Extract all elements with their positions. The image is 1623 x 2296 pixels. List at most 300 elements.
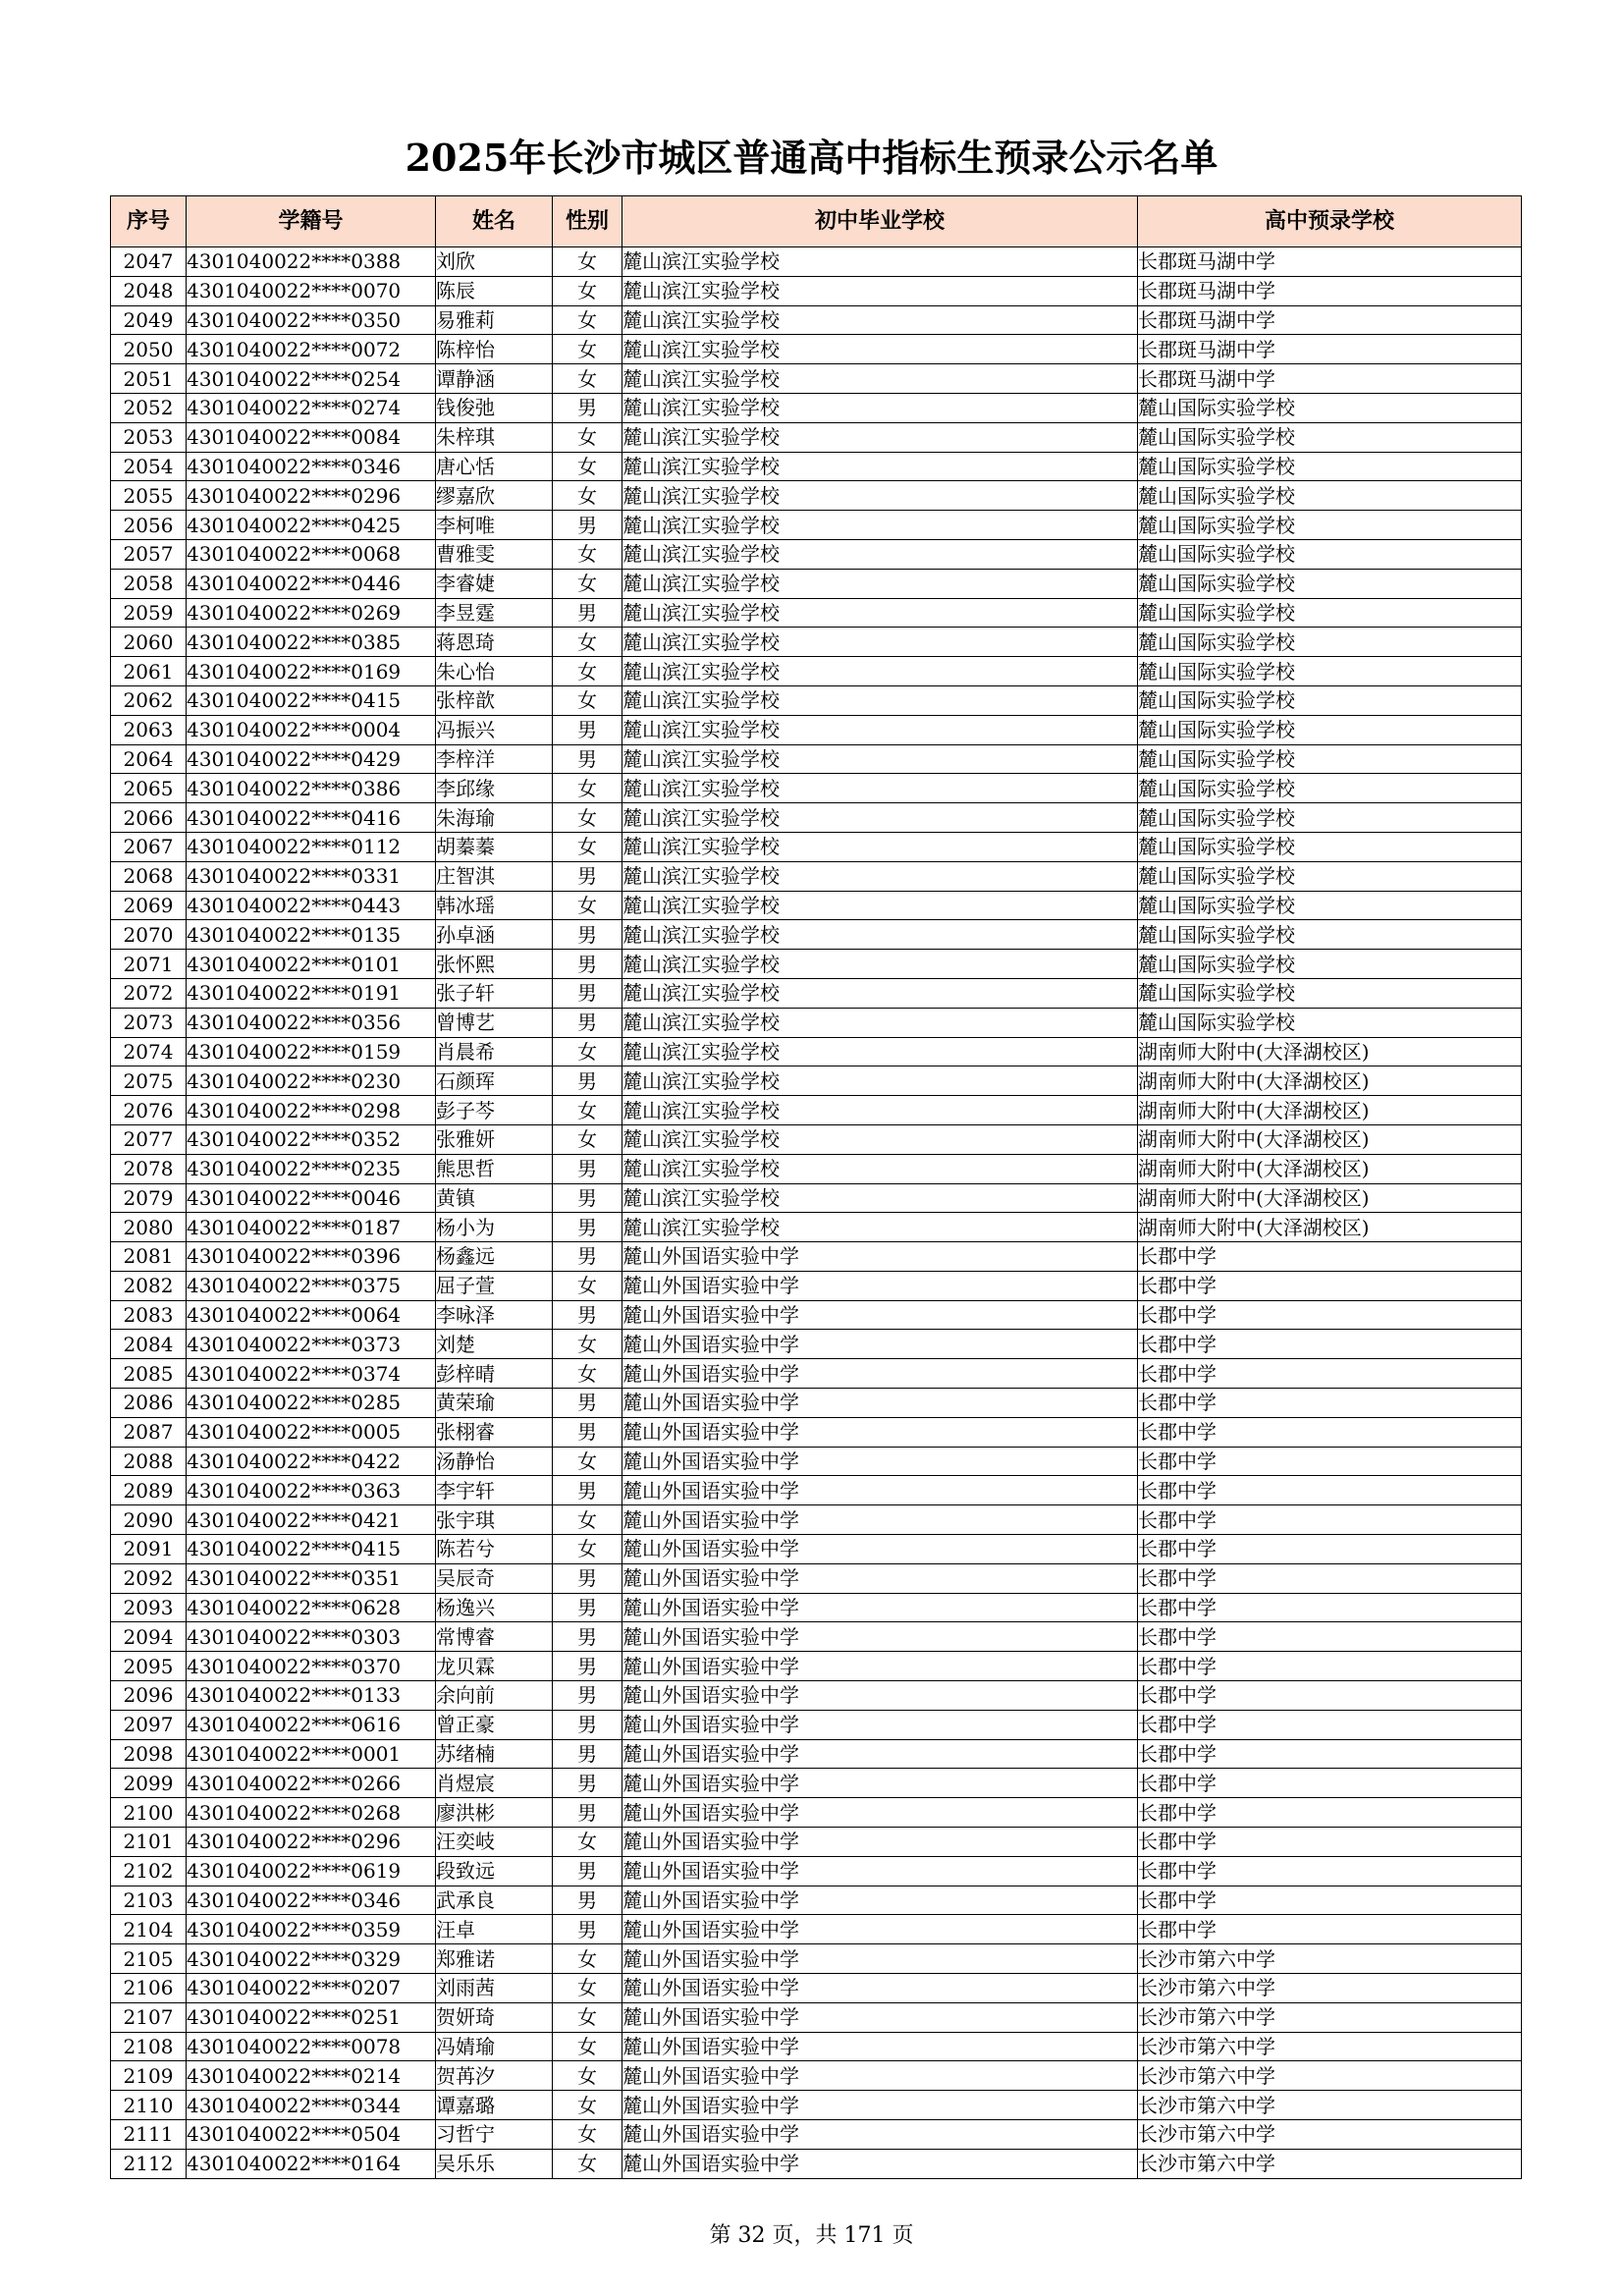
table-row (111, 2149, 1522, 2178)
student-name-cell: 刘雨茜 (436, 1974, 553, 2003)
table-row (111, 1271, 1522, 1300)
senior-school-cell: 长郡中学 (1138, 1622, 1522, 1652)
junior-school-cell: 麓山滨江实验学校 (622, 628, 1138, 657)
page-title: 2025年长沙市城区普通高中指标生预录公示名单 (405, 136, 1218, 180)
student-name-cell: 熊思哲 (436, 1154, 553, 1183)
student-name-cell: 孙卓涵 (436, 920, 553, 950)
senior-school-cell: 麓山国际实验学校 (1138, 452, 1522, 481)
gender-cell: 男 (553, 920, 622, 950)
senior-school-cell: 麓山国际实验学校 (1138, 978, 1522, 1008)
table-row (111, 1944, 1522, 1974)
row-number-cell: 2076 (111, 1096, 187, 1125)
row-number-cell: 2095 (111, 1652, 187, 1681)
student-id-cell: 4301040022****0374 (187, 1359, 436, 1389)
table-row (111, 511, 1522, 540)
senior-school-cell: 麓山国际实验学校 (1138, 598, 1522, 628)
table-row (111, 1739, 1522, 1769)
junior-school-cell: 麓山滨江实验学校 (622, 1154, 1138, 1183)
table-row (111, 657, 1522, 686)
gender-cell: 男 (553, 1242, 622, 1272)
junior-school-cell: 麓山外国语实验中学 (622, 1652, 1138, 1681)
junior-school-cell: 麓山滨江实验学校 (622, 978, 1138, 1008)
table-row (111, 1974, 1522, 2003)
student-name-cell: 冯振兴 (436, 715, 553, 744)
table-row (111, 628, 1522, 657)
student-id-cell: 4301040022****0425 (187, 511, 436, 540)
gender-cell: 男 (553, 861, 622, 891)
row-number-cell: 2072 (111, 978, 187, 1008)
senior-school-cell: 湖南师大附中(大泽湖校区) (1138, 1037, 1522, 1066)
table-row (111, 2061, 1522, 2091)
table-row (111, 1622, 1522, 1652)
row-number-cell: 2049 (111, 305, 187, 335)
senior-school-cell: 麓山国际实验学校 (1138, 481, 1522, 511)
student-name-cell: 杨小为 (436, 1213, 553, 1242)
junior-school-cell: 麓山外国语实验中学 (622, 1828, 1138, 1857)
student-name-cell: 庄智淇 (436, 861, 553, 891)
table-row (111, 481, 1522, 511)
gender-cell: 男 (553, 1915, 622, 1944)
student-name-cell: 段致远 (436, 1856, 553, 1886)
student-id-cell: 4301040022****0068 (187, 539, 436, 569)
gender-cell: 男 (553, 1417, 622, 1447)
student-name-cell: 钱俊弛 (436, 393, 553, 422)
student-name-cell: 唐心恬 (436, 452, 553, 481)
table-row (111, 832, 1522, 861)
junior-school-cell: 麓山外国语实验中学 (622, 1769, 1138, 1798)
student-id-cell: 4301040022****0207 (187, 1974, 436, 2003)
gender-cell: 男 (553, 1300, 622, 1330)
row-number-cell: 2081 (111, 1242, 187, 1272)
student-id-cell: 4301040022****0084 (187, 422, 436, 452)
student-id-cell: 4301040022****0191 (187, 978, 436, 1008)
student-id-cell: 4301040022****0504 (187, 2120, 436, 2150)
senior-school-cell: 麓山国际实验学校 (1138, 715, 1522, 744)
senior-school-cell: 长沙市第六中学 (1138, 2002, 1522, 2032)
gender-cell: 男 (553, 1476, 622, 1505)
junior-school-cell: 麓山外国语实验中学 (622, 1915, 1138, 1944)
row-number-cell: 2047 (111, 247, 187, 277)
table-row (111, 1856, 1522, 1886)
student-id-cell: 4301040022****0214 (187, 2061, 436, 2091)
table-row (111, 1183, 1522, 1213)
junior-school-cell: 麓山滨江实验学校 (622, 1213, 1138, 1242)
gender-cell: 女 (553, 305, 622, 335)
junior-school-cell: 麓山外国语实验中学 (622, 1242, 1138, 1272)
gender-cell: 男 (553, 1856, 622, 1886)
gender-cell: 女 (553, 1271, 622, 1300)
row-number-cell: 2073 (111, 1008, 187, 1037)
row-number-cell: 2056 (111, 511, 187, 540)
row-number-cell: 2051 (111, 364, 187, 394)
table-row (111, 1037, 1522, 1066)
student-name-cell: 缪嘉欣 (436, 481, 553, 511)
student-id-cell: 4301040022****0616 (187, 1710, 436, 1739)
student-name-cell: 曹雅雯 (436, 539, 553, 569)
table-row (111, 744, 1522, 774)
junior-school-cell: 麓山滨江实验学校 (622, 920, 1138, 950)
student-name-cell: 刘楚 (436, 1330, 553, 1359)
gender-cell: 女 (553, 1944, 622, 1974)
student-name-cell: 吴辰奇 (436, 1563, 553, 1593)
row-number-cell: 2062 (111, 685, 187, 715)
row-number-cell: 2110 (111, 2091, 187, 2120)
student-name-cell: 李梓洋 (436, 744, 553, 774)
student-id-cell: 4301040022****0415 (187, 685, 436, 715)
senior-school-cell: 长郡中学 (1138, 1389, 1522, 1418)
senior-school-cell: 麓山国际实验学校 (1138, 832, 1522, 861)
row-number-cell: 2066 (111, 803, 187, 833)
senior-school-cell: 长沙市第六中学 (1138, 2032, 1522, 2061)
student-id-cell: 4301040022****0429 (187, 744, 436, 774)
gender-cell: 女 (553, 891, 622, 920)
gender-cell: 女 (553, 774, 622, 803)
senior-school-cell: 长郡中学 (1138, 1476, 1522, 1505)
student-id-cell: 4301040022****0386 (187, 774, 436, 803)
junior-school-cell: 麓山滨江实验学校 (622, 1183, 1138, 1213)
student-id-cell: 4301040022****0101 (187, 950, 436, 979)
header-row (111, 196, 1522, 247)
junior-school-cell: 麓山滨江实验学校 (622, 598, 1138, 628)
student-name-cell: 黄镇 (436, 1183, 553, 1213)
gender-cell: 男 (553, 1652, 622, 1681)
junior-school-cell: 麓山滨江实验学校 (622, 803, 1138, 833)
student-id-cell: 4301040022****0001 (187, 1739, 436, 1769)
row-number-cell: 2060 (111, 628, 187, 657)
junior-school-cell: 麓山滨江实验学校 (622, 511, 1138, 540)
student-id-cell: 4301040022****0446 (187, 569, 436, 598)
row-number-cell: 2098 (111, 1739, 187, 1769)
row-number-cell: 2054 (111, 452, 187, 481)
senior-school-cell: 麓山国际实验学校 (1138, 569, 1522, 598)
row-number-cell: 2103 (111, 1886, 187, 1915)
table-row (111, 950, 1522, 979)
admission-table (110, 195, 1522, 2179)
student-id-cell: 4301040022****0370 (187, 1652, 436, 1681)
senior-school-cell: 长郡中学 (1138, 1330, 1522, 1359)
student-name-cell: 朱梓琪 (436, 422, 553, 452)
row-number-cell: 2059 (111, 598, 187, 628)
gender-cell: 女 (553, 2061, 622, 2091)
student-name-cell: 曾正豪 (436, 1710, 553, 1739)
junior-school-cell: 麓山滨江实验学校 (622, 744, 1138, 774)
junior-school-cell: 麓山滨江实验学校 (622, 774, 1138, 803)
student-name-cell: 陈辰 (436, 276, 553, 305)
row-number-cell: 2078 (111, 1154, 187, 1183)
senior-school-cell: 长郡中学 (1138, 1563, 1522, 1593)
senior-school-cell: 长郡中学 (1138, 1739, 1522, 1769)
student-id-cell: 4301040022****0350 (187, 305, 436, 335)
gender-cell: 男 (553, 1154, 622, 1183)
student-id-cell: 4301040022****0421 (187, 1505, 436, 1535)
table-row (111, 335, 1522, 364)
table-row (111, 1681, 1522, 1711)
row-number-cell: 2074 (111, 1037, 187, 1066)
row-number-cell: 2070 (111, 920, 187, 950)
student-name-cell: 常博睿 (436, 1622, 553, 1652)
student-id-cell: 4301040022****0619 (187, 1856, 436, 1886)
gender-cell: 男 (553, 1622, 622, 1652)
student-id-cell: 4301040022****0331 (187, 861, 436, 891)
junior-school-cell: 麓山外国语实验中学 (622, 2002, 1138, 2032)
gender-cell: 男 (553, 1183, 622, 1213)
junior-school-cell: 麓山滨江实验学校 (622, 481, 1138, 511)
row-number-cell: 2048 (111, 276, 187, 305)
gender-cell: 男 (553, 950, 622, 979)
senior-school-cell: 长郡中学 (1138, 1769, 1522, 1798)
table-body (111, 247, 1522, 2179)
row-number-cell: 2079 (111, 1183, 187, 1213)
junior-school-cell: 麓山外国语实验中学 (622, 2061, 1138, 2091)
senior-school-cell: 长郡中学 (1138, 1447, 1522, 1476)
row-number-cell: 2050 (111, 335, 187, 364)
table-row (111, 1389, 1522, 1418)
gender-cell: 女 (553, 364, 622, 394)
gender-cell: 女 (553, 247, 622, 277)
gender-cell: 女 (553, 2032, 622, 2061)
senior-school-cell: 湖南师大附中(大泽湖校区) (1138, 1183, 1522, 1213)
student-name-cell: 李宇轩 (436, 1476, 553, 1505)
table-row (111, 803, 1522, 833)
student-id-cell: 4301040022****0344 (187, 2091, 436, 2120)
junior-school-cell: 麓山外国语实验中学 (622, 1944, 1138, 1974)
gender-cell: 男 (553, 1389, 622, 1418)
student-name-cell: 蒋恩琦 (436, 628, 553, 657)
student-name-cell: 石颜珲 (436, 1066, 553, 1096)
table-row (111, 1242, 1522, 1272)
junior-school-cell: 麓山滨江实验学校 (622, 539, 1138, 569)
senior-school-cell: 长沙市第六中学 (1138, 2061, 1522, 2091)
student-name-cell: 苏绪楠 (436, 1739, 553, 1769)
student-id-cell: 4301040022****0303 (187, 1622, 436, 1652)
student-id-cell: 4301040022****0346 (187, 452, 436, 481)
table-row (111, 247, 1522, 277)
student-id-cell: 4301040022****0373 (187, 1330, 436, 1359)
student-name-cell: 李咏泽 (436, 1300, 553, 1330)
table-row (111, 1710, 1522, 1739)
junior-school-cell: 麓山外国语实验中学 (622, 1798, 1138, 1828)
senior-school-cell: 麓山国际实验学校 (1138, 803, 1522, 833)
gender-cell: 男 (553, 1798, 622, 1828)
table-row (111, 1476, 1522, 1505)
student-id-cell: 4301040022****0352 (187, 1124, 436, 1154)
row-number-cell: 2102 (111, 1856, 187, 1886)
senior-school-cell: 长郡斑马湖中学 (1138, 335, 1522, 364)
gender-cell: 女 (553, 2091, 622, 2120)
senior-school-cell: 长郡中学 (1138, 1505, 1522, 1535)
gender-cell: 女 (553, 569, 622, 598)
junior-school-cell: 麓山滨江实验学校 (622, 832, 1138, 861)
row-number-cell: 2108 (111, 2032, 187, 2061)
student-name-cell: 朱心怡 (436, 657, 553, 686)
gender-cell: 男 (553, 1593, 622, 1622)
row-number-cell: 2052 (111, 393, 187, 422)
senior-school-cell: 麓山国际实验学校 (1138, 657, 1522, 686)
gender-cell: 女 (553, 1447, 622, 1476)
student-name-cell: 曾博艺 (436, 1008, 553, 1037)
gender-cell: 男 (553, 1008, 622, 1037)
junior-school-cell: 麓山滨江实验学校 (622, 1124, 1138, 1154)
junior-school-cell: 麓山外国语实验中学 (622, 1447, 1138, 1476)
table-row (111, 1008, 1522, 1037)
row-number-cell: 2092 (111, 1563, 187, 1593)
student-id-cell: 4301040022****0356 (187, 1008, 436, 1037)
table-row (111, 685, 1522, 715)
student-name-cell: 刘欣 (436, 247, 553, 277)
student-name-cell: 习哲宁 (436, 2120, 553, 2150)
gender-cell: 女 (553, 276, 622, 305)
student-id-cell: 4301040022****0363 (187, 1476, 436, 1505)
gender-cell: 男 (553, 1213, 622, 1242)
student-id-cell: 4301040022****0135 (187, 920, 436, 950)
col-header-senior-school: 高中预录学校 (1138, 196, 1522, 247)
student-id-cell: 4301040022****0046 (187, 1183, 436, 1213)
junior-school-cell: 麓山外国语实验中学 (622, 1359, 1138, 1389)
junior-school-cell: 麓山外国语实验中学 (622, 1271, 1138, 1300)
gender-cell: 女 (553, 1124, 622, 1154)
junior-school-cell: 麓山滨江实验学校 (622, 891, 1138, 920)
senior-school-cell: 长郡斑马湖中学 (1138, 305, 1522, 335)
gender-cell: 女 (553, 2002, 622, 2032)
col-header-name: 姓名 (436, 196, 553, 247)
row-number-cell: 2071 (111, 950, 187, 979)
senior-school-cell: 麓山国际实验学校 (1138, 950, 1522, 979)
table-row (111, 920, 1522, 950)
table-row (111, 393, 1522, 422)
student-id-cell: 4301040022****0422 (187, 1447, 436, 1476)
table-row (111, 715, 1522, 744)
student-id-cell: 4301040022****0064 (187, 1300, 436, 1330)
student-id-cell: 4301040022****0416 (187, 803, 436, 833)
gender-cell: 男 (553, 598, 622, 628)
row-number-cell: 2053 (111, 422, 187, 452)
gender-cell: 女 (553, 539, 622, 569)
table-row (111, 1535, 1522, 1564)
table-row (111, 305, 1522, 335)
senior-school-cell: 麓山国际实验学校 (1138, 393, 1522, 422)
senior-school-cell: 湖南师大附中(大泽湖校区) (1138, 1066, 1522, 1096)
senior-school-cell: 长郡中学 (1138, 1886, 1522, 1915)
junior-school-cell: 麓山滨江实验学校 (622, 861, 1138, 891)
student-name-cell: 胡蓁蓁 (436, 832, 553, 861)
junior-school-cell: 麓山滨江实验学校 (622, 393, 1138, 422)
student-name-cell: 彭子芩 (436, 1096, 553, 1125)
row-number-cell: 2111 (111, 2120, 187, 2150)
junior-school-cell: 麓山外国语实验中学 (622, 1886, 1138, 1915)
gender-cell: 男 (553, 1710, 622, 1739)
junior-school-cell: 麓山滨江实验学校 (622, 685, 1138, 715)
gender-cell: 女 (553, 335, 622, 364)
senior-school-cell: 长沙市第六中学 (1138, 2091, 1522, 2120)
table-row (111, 1124, 1522, 1154)
gender-cell: 男 (553, 511, 622, 540)
row-number-cell: 2094 (111, 1622, 187, 1652)
junior-school-cell: 麓山外国语实验中学 (622, 1681, 1138, 1711)
table-row (111, 364, 1522, 394)
row-number-cell: 2080 (111, 1213, 187, 1242)
gender-cell: 女 (553, 422, 622, 452)
col-header-gender: 性别 (553, 196, 622, 247)
table-row (111, 774, 1522, 803)
student-name-cell: 郑雅诺 (436, 1944, 553, 1974)
student-id-cell: 4301040022****0375 (187, 1271, 436, 1300)
gender-cell: 男 (553, 1739, 622, 1769)
table-row (111, 1798, 1522, 1828)
senior-school-cell: 长郡中学 (1138, 1710, 1522, 1739)
row-number-cell: 2057 (111, 539, 187, 569)
table-row (111, 539, 1522, 569)
gender-cell: 女 (553, 1828, 622, 1857)
student-name-cell: 张栩睿 (436, 1417, 553, 1447)
student-name-cell: 汪奕岐 (436, 1828, 553, 1857)
gender-cell: 女 (553, 1330, 622, 1359)
table-row (111, 861, 1522, 891)
junior-school-cell: 麓山滨江实验学校 (622, 569, 1138, 598)
table-row (111, 422, 1522, 452)
row-number-cell: 2068 (111, 861, 187, 891)
student-name-cell: 陈梓怡 (436, 335, 553, 364)
junior-school-cell: 麓山滨江实验学校 (622, 452, 1138, 481)
row-number-cell: 2087 (111, 1417, 187, 1447)
row-number-cell: 2099 (111, 1769, 187, 1798)
row-number-cell: 2075 (111, 1066, 187, 1096)
student-id-cell: 4301040022****0005 (187, 1417, 436, 1447)
senior-school-cell: 长沙市第六中学 (1138, 1974, 1522, 2003)
student-id-cell: 4301040022****0285 (187, 1389, 436, 1418)
table-row (111, 1652, 1522, 1681)
junior-school-cell: 麓山外国语实验中学 (622, 1563, 1138, 1593)
senior-school-cell: 长郡中学 (1138, 1271, 1522, 1300)
col-header-number: 序号 (111, 196, 187, 247)
student-id-cell: 4301040022****0296 (187, 1828, 436, 1857)
row-number-cell: 2104 (111, 1915, 187, 1944)
junior-school-cell: 麓山外国语实验中学 (622, 1300, 1138, 1330)
student-name-cell: 谭静涵 (436, 364, 553, 394)
gender-cell: 女 (553, 2120, 622, 2150)
student-name-cell: 肖煜宸 (436, 1769, 553, 1798)
student-id-cell: 4301040022****0359 (187, 1915, 436, 1944)
row-number-cell: 2093 (111, 1593, 187, 1622)
table-row (111, 1828, 1522, 1857)
student-id-cell: 4301040022****0388 (187, 247, 436, 277)
student-id-cell: 4301040022****0159 (187, 1037, 436, 1066)
student-name-cell: 贺苒汐 (436, 2061, 553, 2091)
junior-school-cell: 麓山外国语实验中学 (622, 1389, 1138, 1418)
table-row (111, 1154, 1522, 1183)
student-name-cell: 吴乐乐 (436, 2149, 553, 2178)
table-row (111, 1769, 1522, 1798)
table-row (111, 1417, 1522, 1447)
student-name-cell: 张梓歆 (436, 685, 553, 715)
gender-cell: 女 (553, 1505, 622, 1535)
row-number-cell: 2112 (111, 2149, 187, 2178)
row-number-cell: 2086 (111, 1389, 187, 1418)
gender-cell: 男 (553, 1769, 622, 1798)
senior-school-cell: 长郡中学 (1138, 1828, 1522, 1857)
row-number-cell: 2106 (111, 1974, 187, 2003)
student-id-cell: 4301040022****0268 (187, 1798, 436, 1828)
gender-cell: 女 (553, 657, 622, 686)
table-row (111, 978, 1522, 1008)
table-row (111, 452, 1522, 481)
table-row (111, 2120, 1522, 2150)
row-number-cell: 2107 (111, 2002, 187, 2032)
row-number-cell: 2096 (111, 1681, 187, 1711)
table-row (111, 1300, 1522, 1330)
gender-cell: 女 (553, 1974, 622, 2003)
row-number-cell: 2083 (111, 1300, 187, 1330)
student-id-cell: 4301040022****0443 (187, 891, 436, 920)
